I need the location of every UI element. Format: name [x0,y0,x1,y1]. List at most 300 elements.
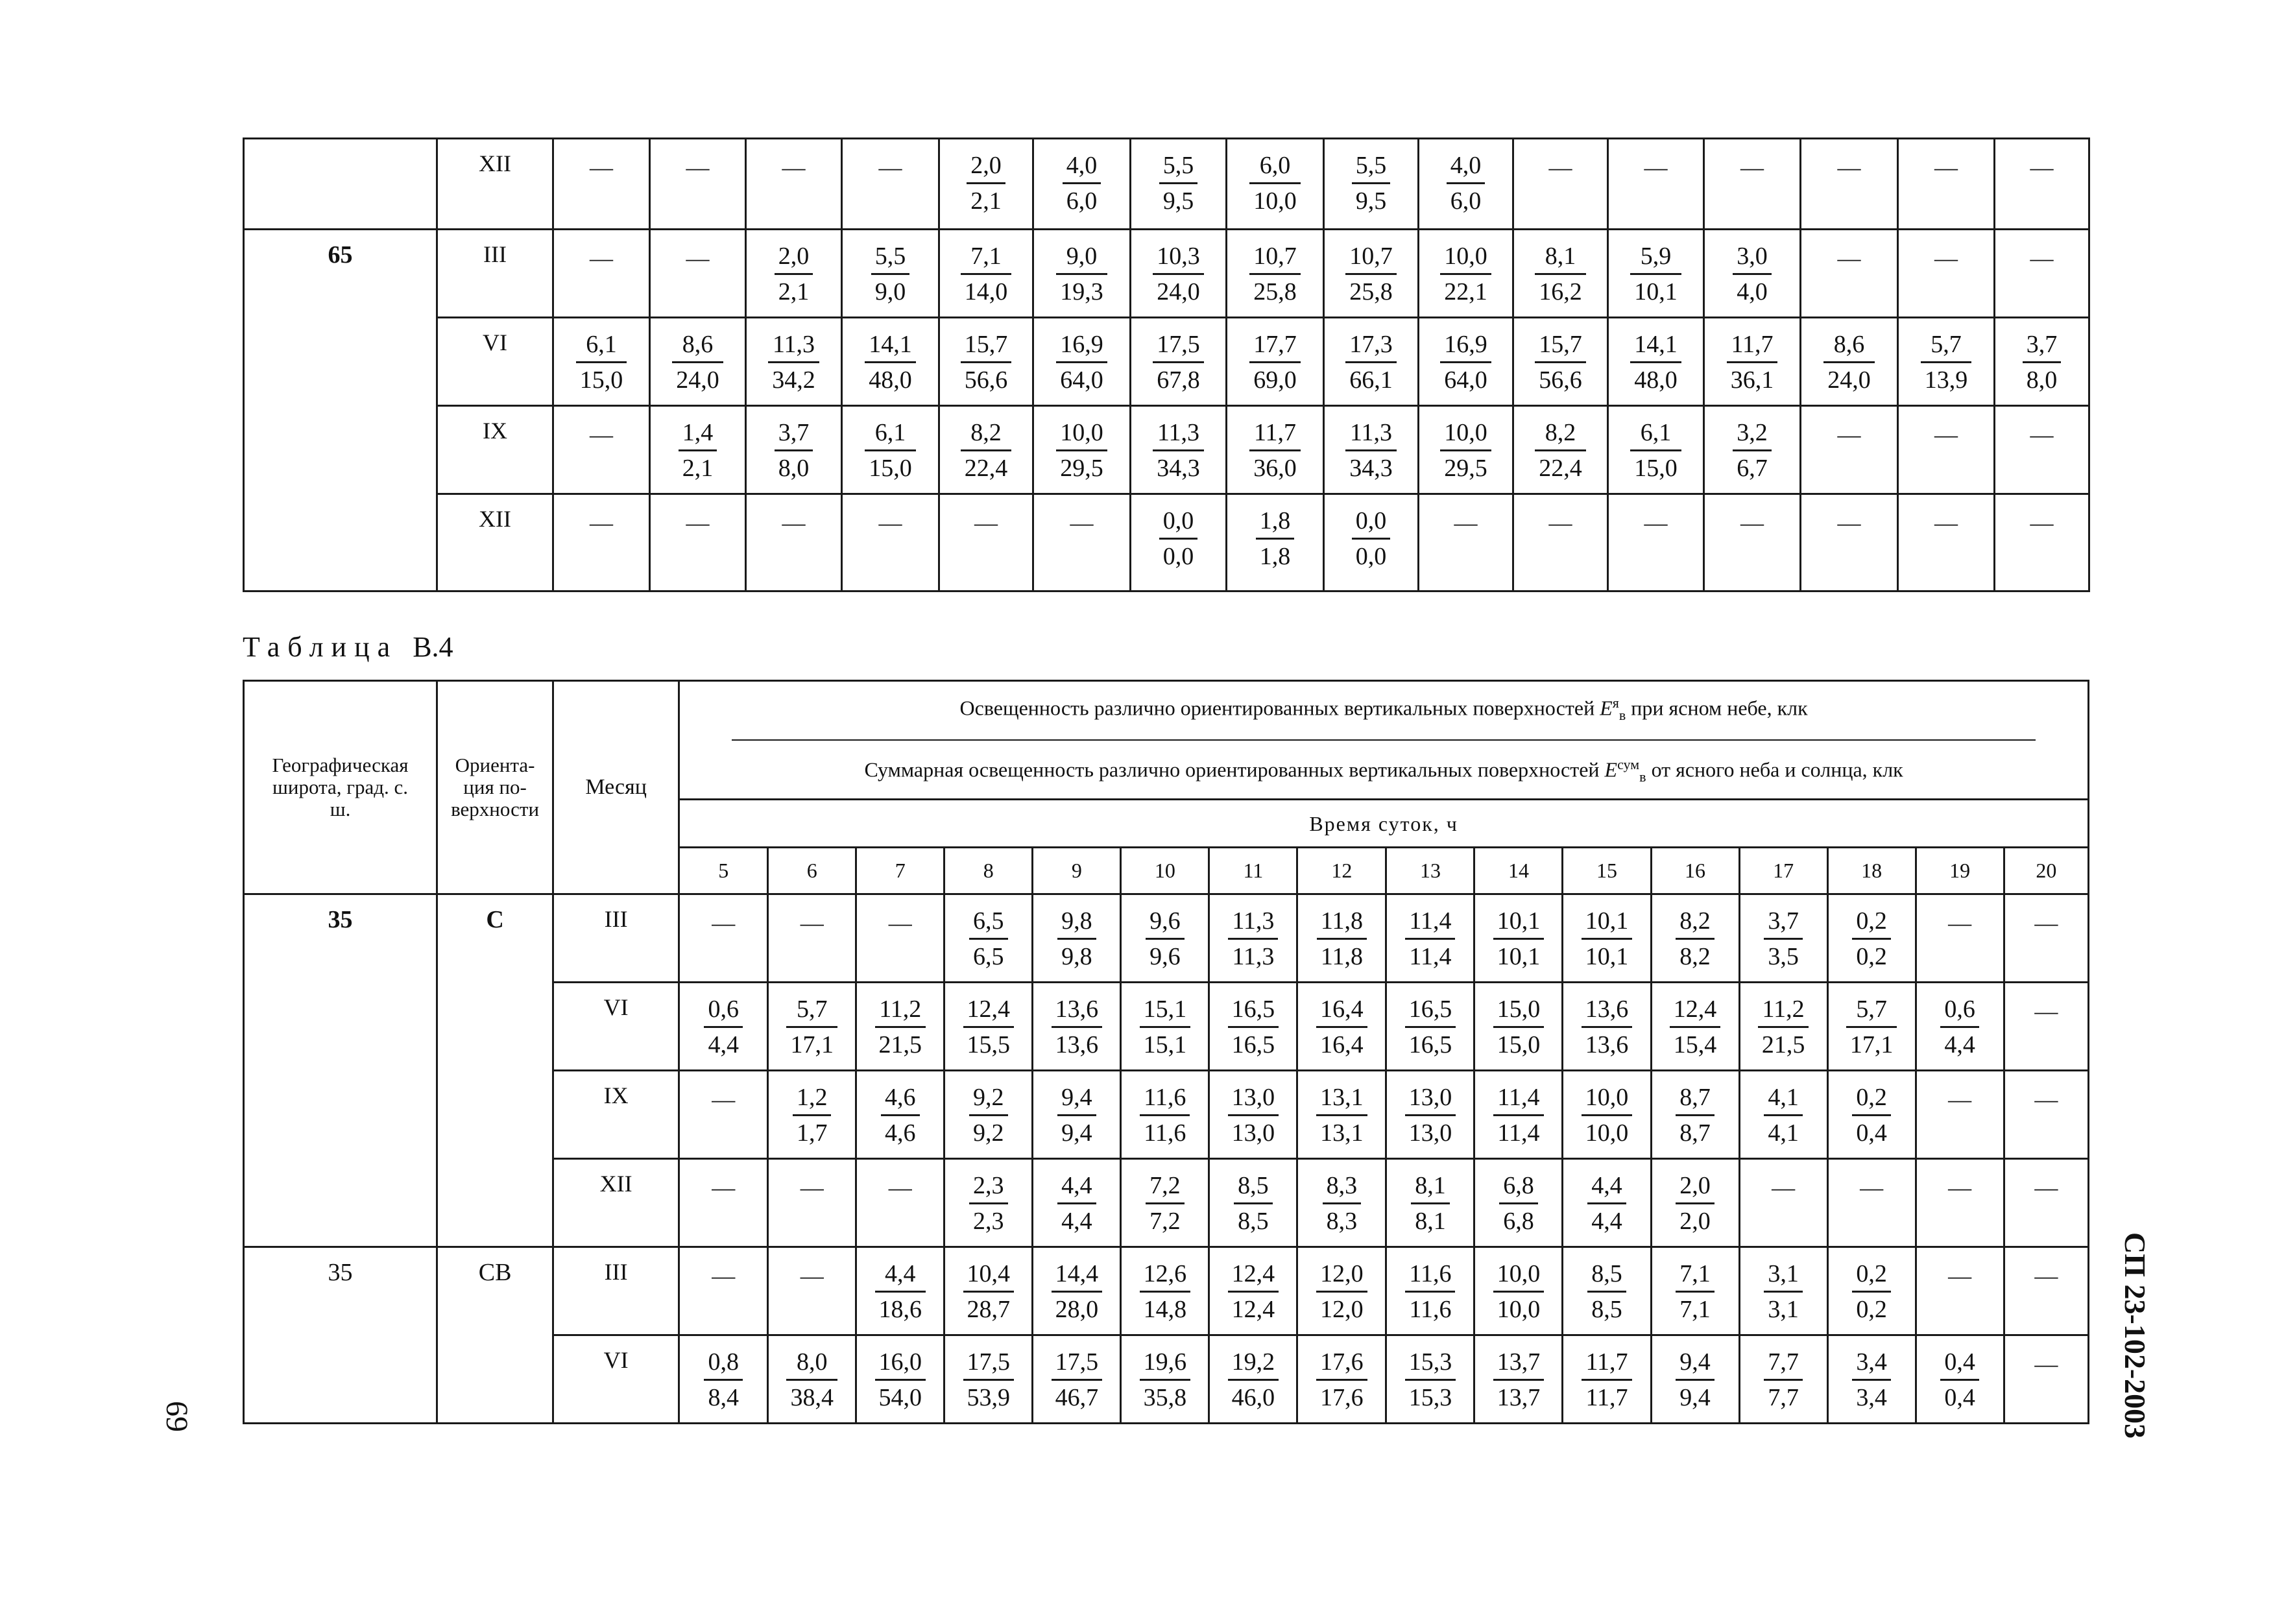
month-cell: XII [437,494,553,591]
fraction [1940,992,1979,1062]
total-value: 2,0 [1679,1208,1711,1236]
value-cell [1121,1071,1209,1159]
value-cell: — [1033,494,1131,591]
value-cell [944,894,1033,983]
total-value: 24,0 [1157,278,1200,305]
total-value: 10,1 [1634,278,1678,305]
total-value: 15,0 [869,455,912,482]
fraction [1256,504,1295,573]
total-value: 22,4 [964,455,1008,482]
value-cell [1704,230,1801,318]
fraction [2023,328,2062,397]
value-cell [1474,983,1563,1071]
fraction [1447,149,1486,218]
fraction [967,149,1005,218]
clear-sky-value: 0,2 [1852,1257,1891,1293]
clear-sky-value: 10,0 [1493,1257,1545,1293]
fraction [1582,1345,1631,1415]
total-value: 8,1 [1415,1208,1446,1236]
fraction [1323,1169,1362,1238]
total-value: 24,0 [1827,366,1871,394]
total-value: 10,0 [1585,1119,1629,1147]
clear-sky-value: 11,3 [1345,416,1397,451]
value-cell [1474,894,1563,983]
total-value: 1,8 [1259,543,1291,570]
fraction [1440,416,1491,485]
header-latitude: Географическая широта, град. с. ш. [244,681,437,894]
value-cell [944,1071,1033,1159]
value-cell [1386,1159,1474,1247]
total-value: 8,5 [1238,1208,1269,1236]
value-cell: — [768,1159,856,1247]
value-cell [1474,1071,1563,1159]
value-cell: — [1916,1159,2004,1247]
fraction [1764,1345,1803,1415]
value-cell [1324,230,1419,318]
clear-sky-value: 16,0 [875,1345,926,1381]
fraction [1676,1257,1714,1326]
value-cell [1563,1247,1651,1335]
clear-sky-value: 6,1 [1630,416,1681,451]
value-cell [1827,894,1916,983]
total-value: 8,5 [1591,1296,1622,1324]
clear-sky-value: 9,4 [1676,1345,1714,1381]
fraction [793,1081,832,1150]
total-value: 15,3 [1408,1384,1452,1412]
clear-sky-value: 4,0 [1063,149,1101,184]
total-value: 16,4 [1320,1031,1364,1059]
total-value: 13,6 [1055,1031,1099,1059]
fraction [969,904,1008,973]
clear-sky-value: 5,5 [1159,149,1198,184]
fraction [1587,1169,1626,1238]
header-line-total: Суммарная освещенность различно ориентированных вертикальных поверхностей $E^{сум}_в$ от ясного неба и солнца, клк [864,756,1903,785]
value-cell [1651,1335,1739,1424]
clear-sky-value: 4,0 [1447,149,1486,184]
total-value: 0,4 [1944,1384,1975,1412]
clear-sky-value: 17,5 [1153,328,1204,363]
clear-sky-value: 14,1 [865,328,916,363]
table-row [244,894,2089,983]
fraction [1411,1169,1450,1238]
table-row [244,1247,2089,1335]
value-cell [1297,1247,1386,1335]
clear-sky-value: 8,7 [1676,1081,1714,1116]
fraction [1921,328,1972,397]
value-cell [1608,318,1704,406]
value-cell [1563,1159,1651,1247]
clear-sky-value: 17,5 [1052,1345,1103,1381]
value-cell [746,230,842,318]
fraction [1316,992,1367,1062]
total-value: 64,0 [1444,366,1487,394]
value-cell: — [1916,1247,2004,1335]
fraction [1733,416,1772,485]
value-cell [1386,983,1474,1071]
total-value: 10,1 [1585,943,1629,971]
value-cell [679,1335,768,1424]
fraction [1493,904,1545,973]
clear-sky-value: 0,2 [1852,904,1891,940]
fraction [1676,1081,1714,1150]
total-value: 4,0 [1737,278,1768,305]
total-value: 19,3 [1060,278,1103,305]
clear-sky-value: 3,4 [1852,1345,1891,1381]
clear-sky-value: 4,4 [875,1257,926,1293]
clear-sky-value: 11,2 [1758,992,1809,1028]
clear-sky-value: 4,6 [881,1081,920,1116]
total-value: 11,4 [1497,1119,1540,1147]
value-cell: — [768,1247,856,1335]
value-cell [1131,230,1227,318]
fraction [1063,149,1101,218]
total-value: 7,2 [1149,1208,1181,1236]
total-value: 69,0 [1253,366,1297,394]
clear-sky-value: 10,4 [963,1257,1015,1293]
fraction [1249,416,1301,485]
total-value: 13,7 [1497,1384,1541,1412]
value-cell: — [746,494,842,591]
fraction [1140,1257,1191,1326]
clear-sky-value: 10,1 [1493,904,1545,940]
value-cell [856,1247,944,1335]
total-value: 15,0 [1497,1031,1541,1059]
hour-header: 18 [1827,848,1916,894]
total-value: 2,1 [682,455,714,482]
clear-sky-value: 15,3 [1405,1345,1456,1381]
total-value: 11,8 [1320,943,1363,971]
clear-sky-value: 13,7 [1493,1345,1545,1381]
fraction [672,328,723,397]
fraction [1234,1169,1273,1238]
value-cell [1827,1335,1916,1424]
value-cell [1297,1335,1386,1424]
clear-sky-value: 15,7 [1535,328,1586,363]
hour-header: 19 [1916,848,2004,894]
fraction [1228,1345,1279,1415]
value-cell [1739,983,1827,1071]
fraction [775,416,813,485]
total-value: 28,0 [1055,1296,1099,1324]
total-value: 9,5 [1162,187,1194,215]
value-cell [1209,1159,1297,1247]
value-cell [1898,318,1995,406]
total-value: 21,5 [878,1031,922,1059]
fraction [1228,1257,1279,1326]
value-cell: — [856,1159,944,1247]
clear-sky-value: 12,4 [1228,1257,1279,1293]
table-caption [243,630,453,663]
fraction [1630,416,1681,485]
clear-sky-value: 11,3 [1228,904,1278,940]
value-cell: — [679,1071,768,1159]
value-cell [746,406,842,494]
total-value: 56,6 [964,366,1008,394]
hour-header: 16 [1651,848,1739,894]
clear-sky-value: 9,8 [1057,904,1096,940]
table-row [244,318,2089,406]
total-value: 6,8 [1503,1208,1534,1236]
total-value: 36,0 [1253,455,1297,482]
value-cell: — [679,1247,768,1335]
total-value: 25,8 [1349,278,1393,305]
clear-sky-value: 10,7 [1345,239,1397,275]
value-cell [1801,318,1898,406]
fraction [1316,1345,1367,1415]
clear-sky-value: 1,8 [1256,504,1295,540]
value-cell [1121,1159,1209,1247]
clear-sky-value: 11,7 [1727,328,1778,363]
clear-sky-value: 11,8 [1317,904,1367,940]
fraction [786,1345,837,1415]
fraction [768,328,819,397]
clear-sky-value: 9,6 [1146,904,1185,940]
value-cell: — [1827,1159,1916,1247]
fraction [871,239,910,309]
fraction [1758,992,1809,1062]
clear-sky-value: 1,2 [793,1081,832,1116]
clear-sky-value: 5,7 [1921,328,1972,363]
fraction [679,416,717,485]
value-cell [842,406,939,494]
hour-header: 6 [768,848,856,894]
clear-sky-value: 3,7 [2023,328,2062,363]
total-value: 53,9 [967,1384,1011,1412]
clear-sky-value: 15,0 [1493,992,1545,1028]
clear-sky-value: 2,0 [1676,1169,1714,1204]
clear-sky-value: 3,7 [1764,904,1803,940]
total-value: 11,3 [1232,943,1275,971]
fraction [1493,1257,1545,1326]
value-cell: — [650,139,746,230]
fraction [1352,504,1391,573]
value-cell [842,318,939,406]
fraction [1852,1345,1891,1415]
total-value: 15,0 [579,366,623,394]
value-cell [768,1335,856,1424]
value-cell [1227,230,1324,318]
value-cell: — [2004,894,2088,983]
fraction [1316,1081,1367,1150]
value-cell [679,983,768,1071]
value-cell [1474,1335,1563,1424]
value-cell [746,318,842,406]
total-value: 15,1 [1143,1031,1187,1059]
month-cell: VI [553,983,679,1071]
clear-sky-value: 7,1 [961,239,1012,275]
clear-sky-value: 15,1 [1140,992,1191,1028]
value-cell [1033,983,1121,1071]
value-cell: — [842,139,939,230]
clear-sky-value: 3,2 [1733,416,1772,451]
header-month: Месяц [553,681,679,894]
orientation-cell: СВ [437,1247,553,1424]
fraction [1670,992,1721,1062]
fraction [1228,992,1279,1062]
fraction [1345,239,1397,309]
clear-sky-value: 8,2 [1535,416,1586,451]
fraction [704,1345,743,1415]
fraction [1345,416,1397,485]
fraction [1852,1257,1891,1326]
value-cell [1739,1247,1827,1335]
value-cell [1739,1071,1827,1159]
value-cell: — [2004,1247,2088,1335]
fraction [1153,328,1204,397]
hour-header: 17 [1739,848,1827,894]
continued-table [243,137,2090,592]
value-cell [553,318,650,406]
hour-header: 10 [1121,848,1209,894]
month-cell: III [553,894,679,983]
value-cell: — [1739,1159,1827,1247]
total-value: 28,7 [967,1296,1011,1324]
fraction [1146,904,1185,973]
value-cell: — [1513,494,1608,591]
total-value: 64,0 [1060,366,1103,394]
value-cell [1827,1071,1916,1159]
fraction [969,1081,1008,1150]
value-cell: — [1801,139,1898,230]
value-cell: — [856,894,944,983]
clear-sky-value: 17,7 [1249,328,1301,363]
total-value: 7,7 [1768,1384,1799,1412]
fraction [1676,1169,1714,1238]
value-cell [1704,318,1801,406]
hour-header: 9 [1033,848,1121,894]
fraction [1440,328,1491,397]
total-value: 17,6 [1320,1384,1364,1412]
hour-header: 14 [1474,848,1563,894]
total-value: 6,0 [1450,187,1482,215]
total-value: 17,1 [1849,1031,1894,1059]
clear-sky-value: 8,0 [786,1345,837,1381]
value-cell [1739,894,1827,983]
table-b4 [243,680,2089,1424]
value-cell [1563,894,1651,983]
value-cell: — [650,494,746,591]
clear-sky-value: 6,0 [1249,149,1301,184]
value-cell [1227,318,1324,406]
clear-sky-value: 9,0 [1056,239,1107,275]
value-cell [1995,318,2089,406]
value-cell [842,230,939,318]
fraction [1140,1081,1190,1150]
value-cell [1563,983,1651,1071]
total-value: 14,0 [964,278,1008,305]
value-cell: — [553,406,650,494]
value-cell [1121,1247,1209,1335]
value-cell: — [650,230,746,318]
value-cell [1916,1335,2004,1424]
total-value: 46,7 [1055,1384,1099,1412]
total-value: 0,2 [1856,943,1887,971]
value-cell: — [1898,139,1995,230]
fraction [1317,904,1367,973]
clear-sky-value: 0,0 [1352,504,1391,540]
value-cell [1033,230,1131,318]
document-code: СП 23-102-2003 [2119,1232,2152,1439]
clear-sky-value: 11,6 [1140,1081,1190,1116]
clear-sky-value: 2,0 [967,149,1005,184]
value-cell [1324,139,1419,230]
fraction [969,1169,1008,1238]
fraction [1846,992,1897,1062]
value-cell: — [1995,494,2089,591]
clear-sky-value: 10,3 [1153,239,1204,275]
value-cell: — [842,494,939,591]
total-value: 36,1 [1730,366,1774,394]
fraction [1057,1169,1096,1238]
clear-sky-value: 5,5 [1352,149,1391,184]
orientation-cell: С [437,894,553,1247]
value-cell: — [2004,983,2088,1071]
hour-header: 20 [2004,848,2088,894]
clear-sky-value: 11,4 [1493,1081,1543,1116]
fraction [1249,149,1301,218]
fraction [963,992,1015,1062]
fraction [1940,1345,1979,1415]
fraction [1727,328,1778,397]
value-cell [1419,139,1513,230]
value-cell: — [1916,1071,2004,1159]
value-cell [1209,894,1297,983]
total-value: 9,0 [874,278,906,305]
clear-sky-value: 16,5 [1405,992,1456,1028]
fraction [961,328,1012,397]
total-value: 13,6 [1585,1031,1629,1059]
clear-sky-value: 11,7 [1582,1345,1631,1381]
clear-sky-value: 10,0 [1440,239,1491,275]
total-value: 67,8 [1157,366,1200,394]
clear-sky-value: 7,1 [1676,1257,1714,1293]
total-value: 0,4 [1856,1119,1887,1147]
value-cell [856,1335,944,1424]
value-cell: — [679,894,768,983]
clear-sky-value: 16,9 [1056,328,1107,363]
total-value: 46,0 [1231,1384,1275,1412]
clear-sky-value: 0,4 [1940,1345,1979,1381]
clear-sky-value: 11,4 [1405,904,1455,940]
fraction [1405,904,1455,973]
clear-sky-value: 8,2 [961,416,1012,451]
total-value: 15,5 [967,1031,1011,1059]
value-cell [1131,406,1227,494]
value-cell [939,139,1033,230]
value-cell: — [939,494,1033,591]
total-value: 56,6 [1539,366,1582,394]
clear-sky-value: 6,1 [576,328,627,363]
fraction [1405,992,1456,1062]
hour-header: 5 [679,848,768,894]
clear-sky-value: 16,5 [1228,992,1279,1028]
value-cell [1297,894,1386,983]
fraction [775,239,813,309]
total-value: 15,0 [1634,455,1678,482]
clear-sky-value: 16,9 [1440,328,1491,363]
value-cell: — [1995,230,2089,318]
table-row [244,494,2089,591]
total-value: 0,2 [1856,1296,1887,1324]
caption-word: Таблица [243,631,398,663]
value-cell [1033,1159,1121,1247]
month-cell: IX [437,406,553,494]
total-value: 8,0 [778,455,810,482]
fraction [1052,1345,1103,1415]
value-cell: — [1898,406,1995,494]
clear-sky-value: 12,4 [1670,992,1721,1028]
month-cell: III [437,230,553,318]
